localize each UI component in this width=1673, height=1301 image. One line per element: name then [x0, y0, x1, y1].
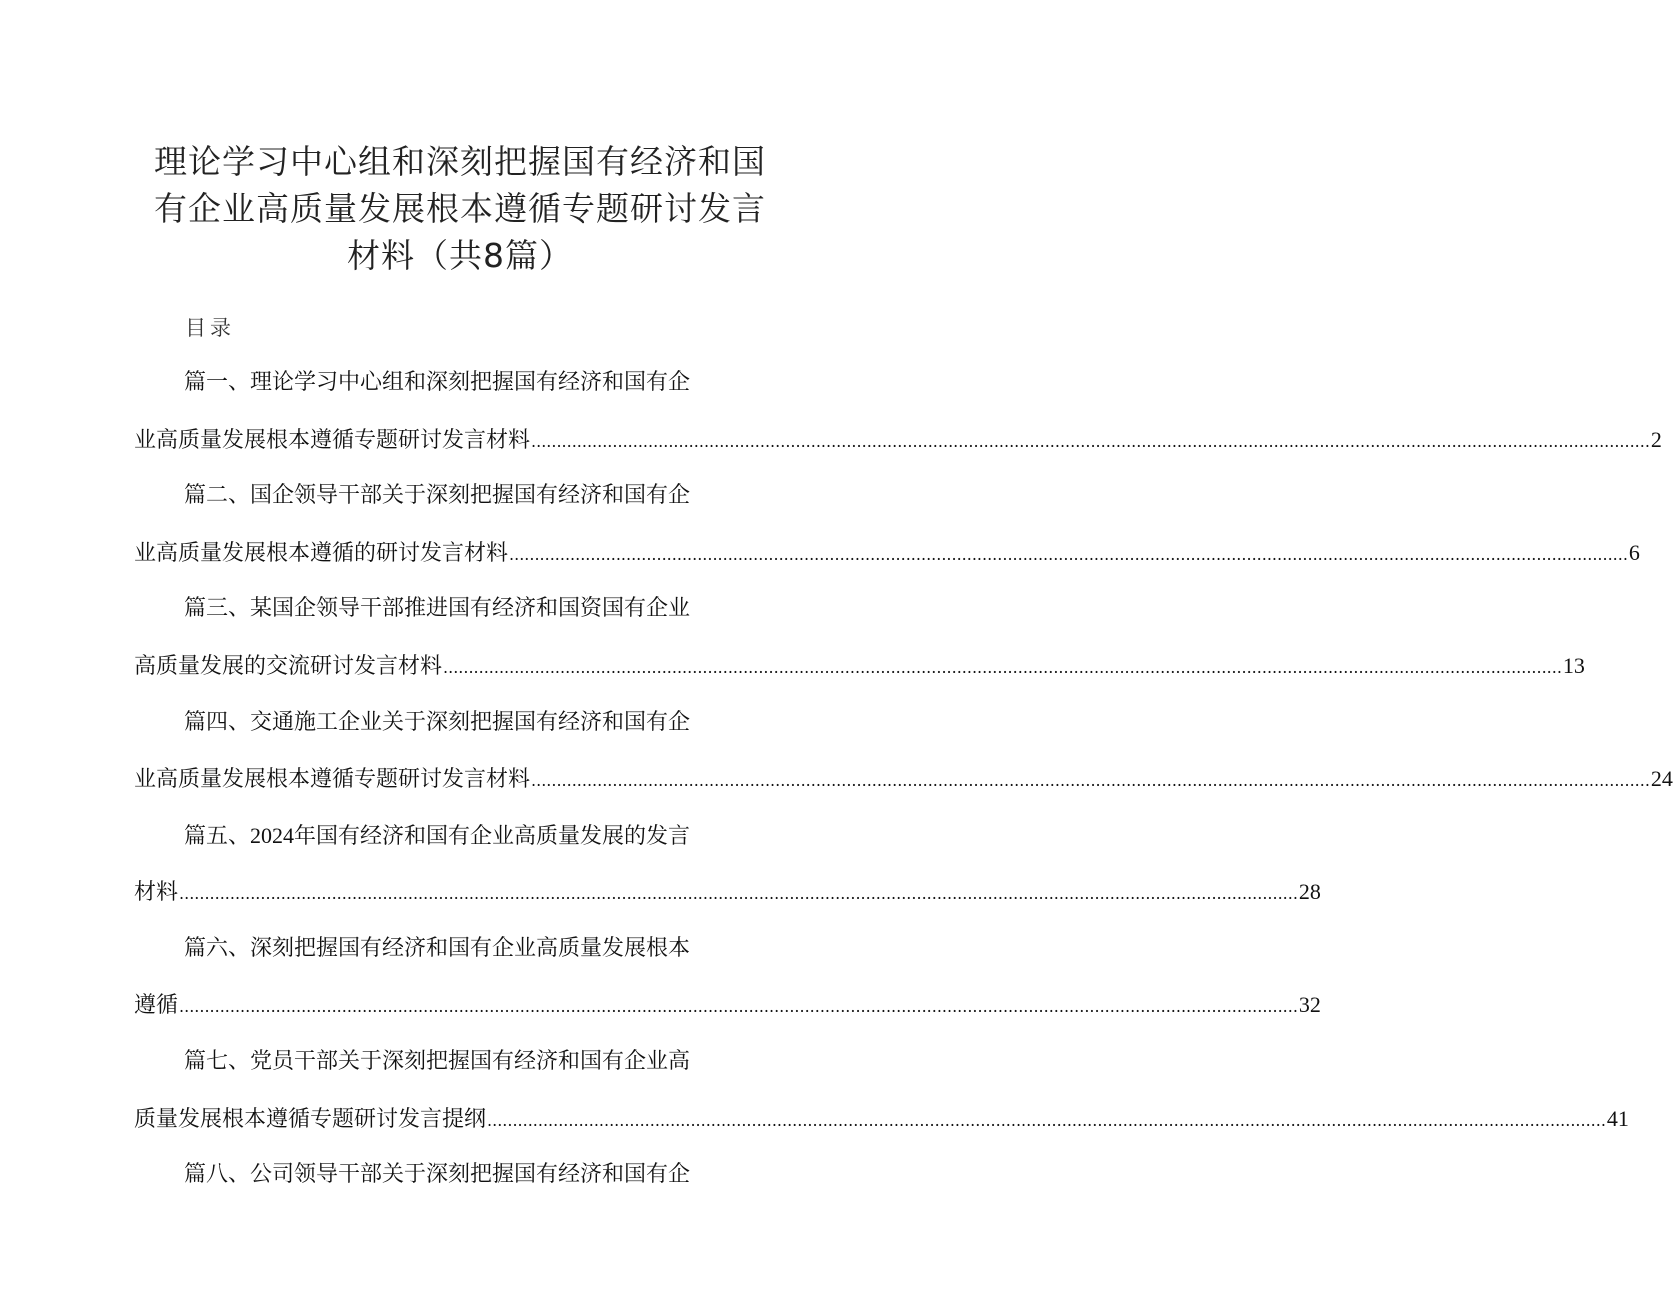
dot-leader: ............................................................................................................................................................................................................................ — [531, 432, 1650, 451]
toc-entry-8-line-1: 篇八、公司领导干部关于深刻把握国有经济和国有企 — [184, 1162, 691, 1187]
toc-entry-text: 业高质量发展根本遵循的研讨发言材料 — [134, 541, 509, 566]
toc-entry-4-line-1: 篇四、交通施工企业关于深刻把握国有经济和国有企 — [184, 710, 691, 735]
toc-page-number: 32 — [1298, 992, 1321, 1017]
toc-page-number: 28 — [1298, 879, 1321, 904]
document-title — [140, 138, 780, 279]
toc-heading: 目录 — [185, 316, 235, 340]
toc-entry-text: 质量发展根本遵循专题研讨发言提纲 — [134, 1107, 487, 1132]
dot-leader: ............................................................................................................................................................................................................................ — [179, 997, 1298, 1016]
toc-entry-text: 高质量发展的交流研讨发言材料 — [134, 654, 443, 679]
toc-entry-prefix: 篇五、 — [184, 824, 251, 849]
toc-entry-7-line-2[interactable] — [134, 1104, 1629, 1136]
toc-entry-6-line-1: 篇六、深刻把握国有经济和国有企业高质量发展根本 — [184, 936, 691, 961]
dot-leader: ............................................................................................................................................................................................................................ — [443, 658, 1562, 677]
toc-entry-1-line-1: 篇一、理论学习中心组和深刻把握国有经济和国有企 — [184, 370, 691, 395]
toc-entry-2-line-2[interactable] — [134, 538, 1640, 570]
toc-entry-4-line-2[interactable] — [134, 764, 1673, 796]
toc-entry-7-line-1: 篇七、党员干部关于深刻把握国有经济和国有企业高 — [184, 1049, 691, 1074]
toc-entry-year: 2024 — [250, 823, 295, 848]
toc-entry-2-line-1: 篇二、国企领导干部关于深刻把握国有经济和国有企 — [184, 483, 691, 508]
toc-page-number: 41 — [1606, 1106, 1629, 1131]
toc-entry-3-line-2[interactable] — [134, 651, 1585, 683]
toc-entry-1-line-2[interactable] — [134, 425, 1662, 457]
toc-entry-3-line-1: 篇三、某国企领导干部推进国有经济和国资国有企业 — [184, 596, 691, 621]
dot-leader: ............................................................................................................................................................................................................................ — [509, 545, 1628, 564]
toc-entry-5-line-1 — [184, 821, 690, 852]
dot-leader: ............................................................................................................................................................................................................................ — [487, 1111, 1606, 1130]
toc-page-number: 24 — [1650, 766, 1673, 791]
toc-entry-text: 业高质量发展根本遵循专题研讨发言材料 — [134, 767, 531, 792]
toc-entry-rest: 年国有经济和国有企业高质量发展的发言 — [294, 824, 691, 849]
toc-page-number: 2 — [1650, 427, 1662, 452]
title-line-3: 材料（共8篇） — [347, 236, 573, 275]
dot-leader: ............................................................................................................................................................................................................................ — [531, 771, 1650, 790]
toc-page-number: 6 — [1628, 540, 1640, 565]
toc-entry-text: 遵循 — [134, 993, 179, 1018]
toc-entry-5-line-2[interactable] — [134, 877, 1321, 909]
toc-entry-text: 业高质量发展根本遵循专题研讨发言材料 — [134, 428, 531, 453]
title-line-2: 有企业高质量发展根本遵循专题研讨发言 — [154, 189, 766, 228]
title-line-1: 理论学习中心组和深刻把握国有经济和国 — [154, 142, 766, 181]
toc-entry-text: 材料 — [134, 880, 179, 905]
toc-page-number: 13 — [1562, 653, 1585, 678]
dot-leader: ............................................................................................................................................................................................................................ — [179, 884, 1298, 903]
toc-entry-6-line-2[interactable] — [134, 990, 1321, 1022]
